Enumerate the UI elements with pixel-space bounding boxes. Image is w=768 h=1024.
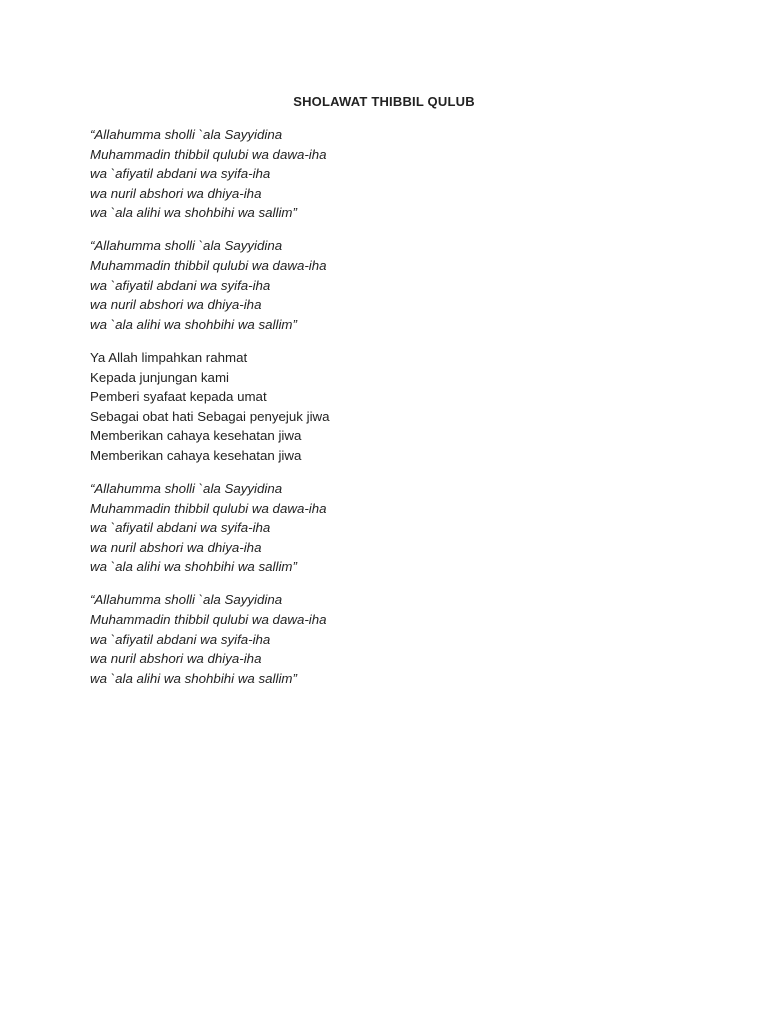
lyric-line: “Allahumma sholli `ala Sayyidina [90, 592, 283, 608]
document-title: SHOLAWAT THIBBIL QULUB [293, 94, 475, 109]
lyric-line: wa nuril abshori wa dhiya-iha [90, 651, 262, 667]
stanza [90, 348, 690, 466]
lyric-line: wa `ala alihi wa shohbihi wa sallim” [90, 670, 297, 686]
lyric-line: wa nuril abshori wa dhiya-iha [90, 297, 262, 313]
lyric-line: Pemberi syafaat kepada umat [90, 389, 267, 405]
lyric-line: wa `afiyatil abdani wa syifa-iha [90, 166, 271, 182]
stanza [90, 590, 690, 688]
lyric-line: wa nuril abshori wa dhiya-iha [90, 185, 262, 201]
lyric-line: Sebagai obat hati Sebagai penyejuk jiwa [90, 408, 330, 424]
lyric-line: Memberikan cahaya kesehatan jiwa [90, 447, 302, 463]
lyric-line: Muhammadin thibbil qulubi wa dawa-iha [90, 612, 327, 628]
lyric-line: Kepada junjungan kami [90, 369, 229, 385]
lyric-line: wa `ala alihi wa shohbihi wa sallim” [90, 316, 297, 332]
lyric-line: wa `afiyatil abdani wa syifa-iha [90, 631, 271, 647]
lyric-line: wa `afiyatil abdani wa syifa-iha [90, 520, 271, 536]
lyric-line: “Allahumma sholli `ala Sayyidina [90, 481, 283, 496]
lyric-line: Muhammadin thibbil qulubi wa dawa-iha [90, 146, 327, 162]
stanza [90, 236, 690, 334]
lyric-line: Ya Allah limpahkan rahmat [90, 349, 248, 365]
lyric-line: wa `afiyatil abdani wa syifa-iha [90, 277, 271, 293]
lyric-line: “Allahumma sholli `ala Sayyidina [90, 127, 283, 142]
lyric-line: wa `ala alihi wa shohbihi wa sallim” [90, 205, 297, 221]
lyric-line: wa nuril abshori wa dhiya-iha [90, 539, 262, 555]
lyrics-body [90, 125, 690, 702]
lyric-line: Muhammadin thibbil qulubi wa dawa-iha [90, 500, 327, 516]
stanza [90, 125, 690, 223]
lyric-line: wa `ala alihi wa shohbihi wa sallim” [90, 559, 297, 575]
stanza [90, 479, 690, 577]
lyric-line: Memberikan cahaya kesehatan jiwa [90, 428, 302, 444]
lyric-line: “Allahumma sholli `ala Sayyidina [90, 238, 283, 254]
lyric-line: Muhammadin thibbil qulubi wa dawa-iha [90, 258, 327, 274]
